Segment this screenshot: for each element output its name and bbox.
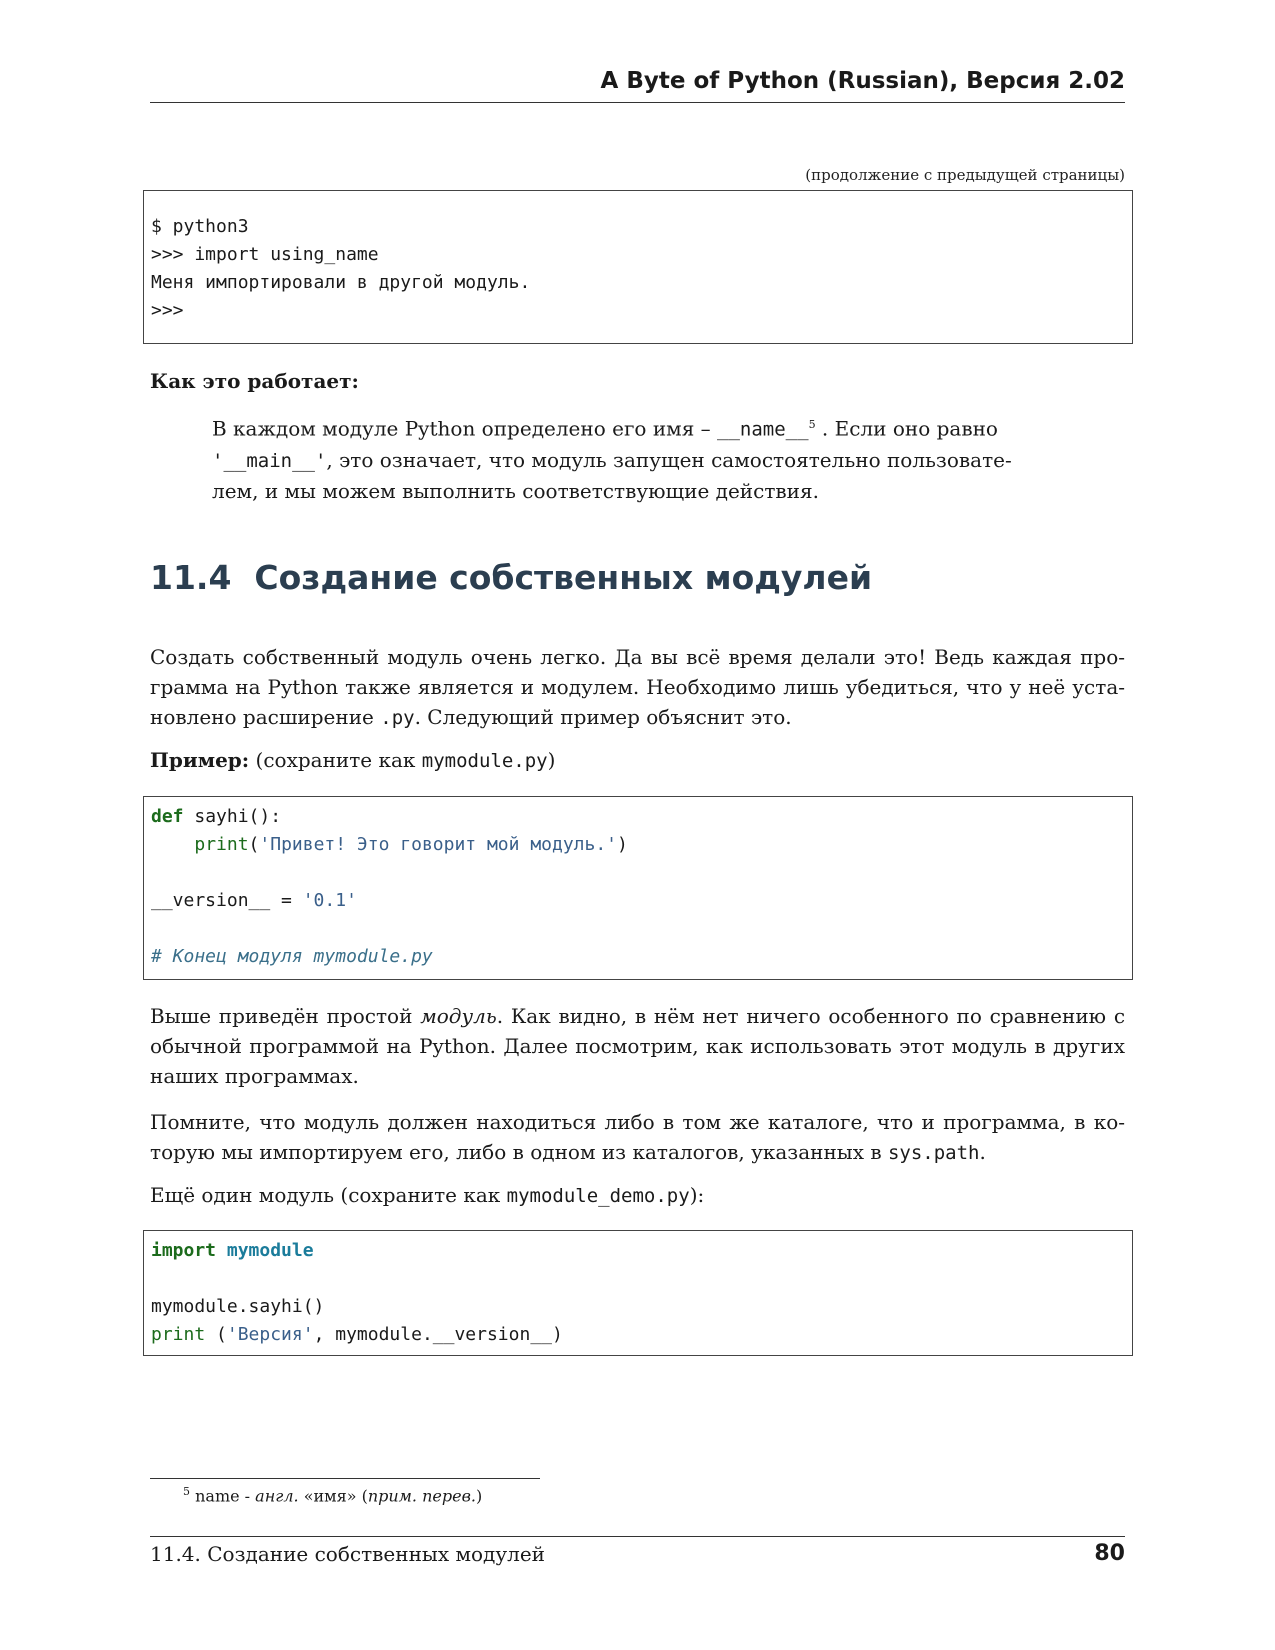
- inline-code: '__main__': [212, 449, 327, 472]
- footnote-number: 5: [183, 1485, 190, 1498]
- paragraph: Ещё один модуль (сохраните как mymodule_demo.py):: [150, 1183, 705, 1207]
- code-line: >>> import using_name: [151, 244, 379, 265]
- page-number: 80: [1094, 1541, 1125, 1566]
- example-label: Пример:: [150, 748, 250, 772]
- inline-code: sys.path: [887, 1142, 980, 1164]
- footer-rule: [150, 1536, 1125, 1537]
- inline-code: __name__: [717, 418, 809, 441]
- continued-note: (продолжение с предыдущей страницы): [805, 166, 1125, 184]
- code-line: Меня импортировали в другой модуль.: [151, 272, 531, 293]
- section-number: 11.4: [150, 558, 232, 597]
- code-line: __version__ = '0.1': [151, 890, 357, 911]
- footnote-rule: [150, 1478, 540, 1479]
- code-line: import mymodule: [151, 1240, 314, 1261]
- terminal-code-block: [143, 190, 1133, 344]
- code-line: def sayhi():: [151, 806, 282, 827]
- inline-code: mymodule.py: [421, 750, 548, 772]
- inline-code: mymodule_demo.py: [506, 1185, 690, 1207]
- code-line: print ('Версия', mymodule.__version__): [151, 1324, 563, 1345]
- how-it-works-label: Как это работает:: [150, 369, 359, 393]
- footnote-ref[interactable]: 5: [808, 418, 816, 431]
- footnote: $^5$ name - англ. «имя» (прим. перев.): [183, 1485, 483, 1506]
- code-line: mymodule.sayhi(): [151, 1296, 325, 1317]
- header-rule: [150, 102, 1125, 103]
- demo-code-block: [143, 1230, 1133, 1356]
- code-comment: # Конец модуля mymodule.py: [151, 946, 433, 967]
- code-line: >>>: [151, 300, 184, 321]
- paragraph: Создать собственный модуль очень легко. Да вы всё время делали это! Ведь каждая про-грамма на Python также является и модулем. Необходимо лишь убедиться, что у неё уста-новлено расширение .py. Следующий пример объяснит это.: [150, 645, 1125, 729]
- footer-section: 11.4. Создание собственных модулей: [150, 1542, 545, 1566]
- example-caption: Пример: (сохраните как mymodule.py): [150, 748, 556, 772]
- section-title: Создание собственных модулей: [254, 558, 873, 597]
- section-heading: [150, 558, 872, 597]
- mymodule-code-block: [143, 796, 1133, 980]
- paragraph: Выше приведён простой модуль. Как видно, в нём нет ничего особенного по сравнению с обычной программой на Python. Далее посмотрим, как использовать этот модуль в других наших программах.: [150, 1004, 1126, 1088]
- running-header: A Byte of Python (Russian), Версия 2.02: [600, 68, 1125, 94]
- code-line: $ python3: [151, 216, 249, 237]
- inline-code: .py: [380, 707, 415, 729]
- code-line: print('Привет! Это говорит мой модуль.'): [194, 834, 628, 855]
- paragraph: Помните, что модуль должен находиться либо в том же каталоге, что и программа, в ко-торую мы импортируем его, либо в одном из каталогов, указанных в sys.path.: [150, 1110, 1125, 1164]
- how-it-works-text: В каждом модуле Python определено его имя – __name__$^5$ . Если оно равно '__main__', это означает, что модуль запущен самостоятельно пользовате- лем, и мы можем выполнить соответствующие действия.: [212, 416, 1012, 503]
